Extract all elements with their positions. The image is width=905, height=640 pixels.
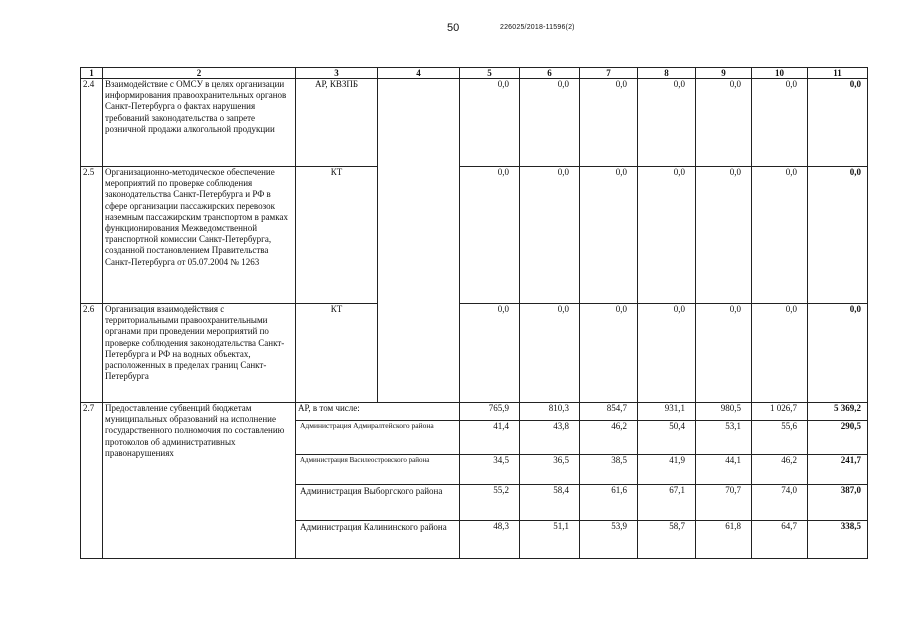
- value-cell: 55,6: [752, 421, 808, 455]
- value-cell: 0,0: [460, 79, 520, 167]
- value-cell: 64,7: [752, 521, 808, 559]
- row-title: Предоставление субвенций бюджетам муниципальных образований на исполнение государственного полномочия по составлению протоколов об административных правонарушениях: [103, 403, 296, 559]
- value-cell: 765,9: [460, 403, 520, 421]
- table-row: [81, 79, 868, 167]
- value-cell: 41,9: [638, 455, 696, 485]
- value-cell: 0,0: [752, 79, 808, 167]
- total-cell: 5 369,2: [808, 403, 868, 421]
- column-number-row: [81, 68, 868, 79]
- value-cell: 53,9: [580, 521, 638, 559]
- row-number: 2.5: [81, 167, 103, 304]
- value-cell: 50,4: [638, 421, 696, 455]
- row-executor: КТ: [296, 304, 378, 403]
- value-cell: 74,0: [752, 485, 808, 521]
- row-number: 2.6: [81, 304, 103, 403]
- value-cell: 48,3: [460, 521, 520, 559]
- value-cell: 1 026,7: [752, 403, 808, 421]
- total-cell: 241,7: [808, 455, 868, 485]
- sub-executor: Администрация Выборгского района: [296, 485, 460, 521]
- total-cell: 338,5: [808, 521, 868, 559]
- value-cell: 70,7: [696, 485, 752, 521]
- value-cell: 0,0: [520, 304, 580, 403]
- col-header: 6: [520, 68, 580, 79]
- value-cell: 0,0: [580, 167, 638, 304]
- value-cell: 0,0: [460, 304, 520, 403]
- value-cell: 0,0: [752, 304, 808, 403]
- col-header: 9: [696, 68, 752, 79]
- col-header: 8: [638, 68, 696, 79]
- total-cell: 0,0: [808, 79, 868, 167]
- value-cell: 38,5: [580, 455, 638, 485]
- total-cell: 0,0: [808, 304, 868, 403]
- value-cell: 61,6: [580, 485, 638, 521]
- col-header: 7: [580, 68, 638, 79]
- document-id: 226025/2018-11596(2): [500, 24, 575, 31]
- sub-executor: Администрация Василеостровского района: [296, 455, 460, 485]
- empty-cell: [378, 79, 460, 403]
- row-title: Взаимодействие с ОМСУ в целях организации информирования правоохранительных органов Санкт-Петербурга о фактах нарушения требований законодательства о запрете розничной продажи алкогольной продукции: [103, 79, 296, 167]
- value-cell: 0,0: [696, 79, 752, 167]
- col-header: 3: [296, 68, 378, 79]
- col-header: 11: [808, 68, 868, 79]
- value-cell: 43,8: [520, 421, 580, 455]
- row-title: Организационно-методическое обеспечение мероприятий по проверке соблюдения законодательства Санкт-Петербурга и РФ в сфере организации пассажирских перевозок наземным пассажирским транспортом в рамках функционирования Межведомственной транспортной комиссии Санкт-Петербурга, созданной постановлением Правительства Санкт-Петербурга от 05.07.2004 № 1263: [103, 167, 296, 304]
- value-cell: 0,0: [638, 304, 696, 403]
- value-cell: 0,0: [580, 304, 638, 403]
- total-cell: 0,0: [808, 167, 868, 304]
- total-cell: 290,5: [808, 421, 868, 455]
- col-header: 5: [460, 68, 520, 79]
- value-cell: 36,5: [520, 455, 580, 485]
- row-number: 2.4: [81, 79, 103, 167]
- value-cell: 0,0: [752, 167, 808, 304]
- value-cell: 0,0: [696, 304, 752, 403]
- value-cell: 61,8: [696, 521, 752, 559]
- table-row: [81, 167, 868, 304]
- value-cell: 58,4: [520, 485, 580, 521]
- value-cell: 0,0: [638, 167, 696, 304]
- value-cell: 44,1: [696, 455, 752, 485]
- value-cell: 980,5: [696, 403, 752, 421]
- value-cell: 0,0: [520, 167, 580, 304]
- col-header: 1: [81, 68, 103, 79]
- row-title: Организация взаимодействия с территориальными правоохранительными органами при проведении мероприятий по проверке соблюдения законодательства Санкт-Петербурга и РФ на водных объектах, расположенных в пределах границ Санкт-Петербурга: [103, 304, 296, 403]
- row-executor: АР, в том числе:: [296, 403, 460, 421]
- value-cell: 0,0: [520, 79, 580, 167]
- value-cell: 53,1: [696, 421, 752, 455]
- value-cell: 0,0: [460, 167, 520, 304]
- sub-executor: Администрация Адмиралтейского района: [296, 421, 460, 455]
- value-cell: 58,7: [638, 521, 696, 559]
- col-header: 10: [752, 68, 808, 79]
- col-header: 2: [103, 68, 296, 79]
- value-cell: 931,1: [638, 403, 696, 421]
- value-cell: 67,1: [638, 485, 696, 521]
- value-cell: 854,7: [580, 403, 638, 421]
- total-cell: 387,0: [808, 485, 868, 521]
- value-cell: 0,0: [580, 79, 638, 167]
- value-cell: 51,1: [520, 521, 580, 559]
- value-cell: 34,5: [460, 455, 520, 485]
- program-table: [80, 67, 868, 559]
- col-header: 4: [378, 68, 460, 79]
- row-executor: КТ: [296, 167, 378, 304]
- sub-executor: Администрация Калининского района: [296, 521, 460, 559]
- table-row: [81, 403, 868, 421]
- row-executor: АР, КВЗПБ: [296, 79, 378, 167]
- value-cell: 0,0: [696, 167, 752, 304]
- page-number: 50: [447, 22, 460, 34]
- row-number: 2.7: [81, 403, 103, 559]
- table-row: [81, 304, 868, 403]
- value-cell: 55,2: [460, 485, 520, 521]
- value-cell: 46,2: [580, 421, 638, 455]
- value-cell: 41,4: [460, 421, 520, 455]
- value-cell: 810,3: [520, 403, 580, 421]
- value-cell: 0,0: [638, 79, 696, 167]
- value-cell: 46,2: [752, 455, 808, 485]
